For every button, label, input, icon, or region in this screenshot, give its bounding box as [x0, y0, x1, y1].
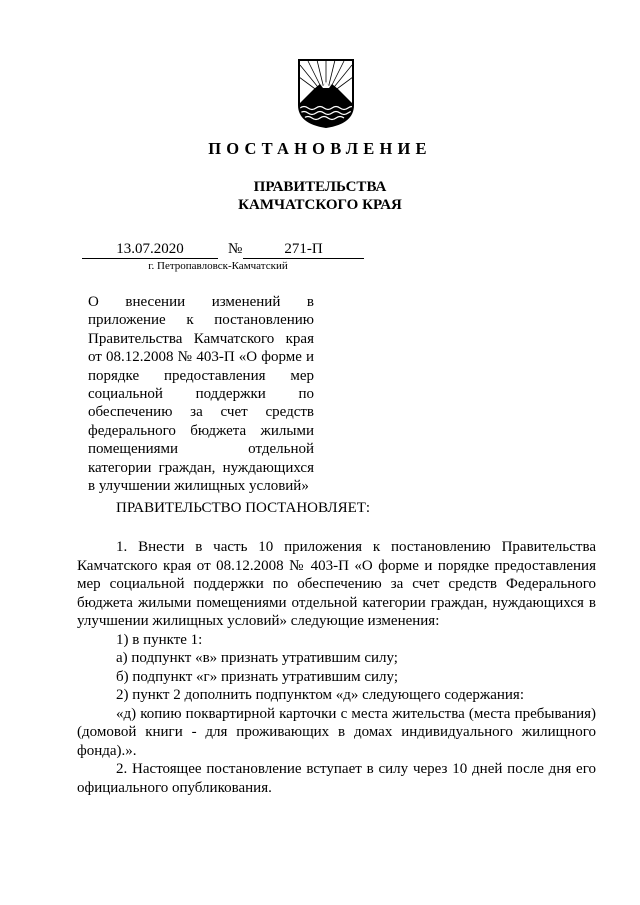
authority-line-1: ПРАВИТЕЛЬСТВА: [253, 179, 387, 195]
coat-of-arms-emblem: [296, 57, 356, 129]
paragraph-6: «д) копию поквартирной карточки с места жительства (места пребывания) (домовой книги - для проживающих в домах индивидуального жилищного фонда).».: [77, 705, 596, 759]
paragraph-1: 1. Внести в часть 10 приложения к постановлению Правительства Камчатского края от 08.12.2008 № 403-П «О форме и порядке предоставления мер социальной поддержки по обеспечению за счет средств Федерального бюджета жилыми помещениями отдельной категории граждан, нуждающихся в улучшении жилищных условий» следующие изменения:: [77, 539, 596, 629]
paragraph-7: 2. Настоящее постановление вступает в силу через 10 дней после дня его официального опубликования.: [77, 761, 596, 796]
city-name: г. Петропавловск-Камчатский: [148, 260, 288, 272]
document-title: ПОСТАНОВЛЕНИЕ: [208, 139, 432, 158]
document-date: 13.07.2020: [82, 241, 218, 259]
paragraph-3: а) подпункт «в» признать утратившим силу;: [116, 650, 398, 666]
paragraph-2: 1) в пункте 1:: [116, 631, 203, 648]
resolves-heading: ПРАВИТЕЛЬСТВО ПОСТАНОВЛЯЕТ:: [116, 500, 371, 516]
paragraph-5: 2) пункт 2 дополнить подпунктом «д» следующего содержания:: [116, 687, 524, 703]
issuing-authority: [0, 178, 640, 214]
document-number: 271-П: [243, 241, 364, 259]
document-body: [77, 538, 596, 797]
city-line: [0, 260, 640, 272]
number-sign: №: [228, 241, 243, 257]
authority-line-2: КАМЧАТСКОГО КРАЯ: [238, 197, 402, 213]
paragraph-4: б) подпункт «г» признать утратившим силу;: [116, 668, 399, 685]
document-subject: О внесении изменений в приложение к постановлению Правительства Камчатского края от 08.12.2008 № 403-П «О форме и порядке предоставления мер социальной поддержки по обеспечению за счет средств федерального бюджета жилыми помещениями отдельной категории граждан, нуждающихся в улучшении жилищных условий»: [88, 294, 314, 495]
